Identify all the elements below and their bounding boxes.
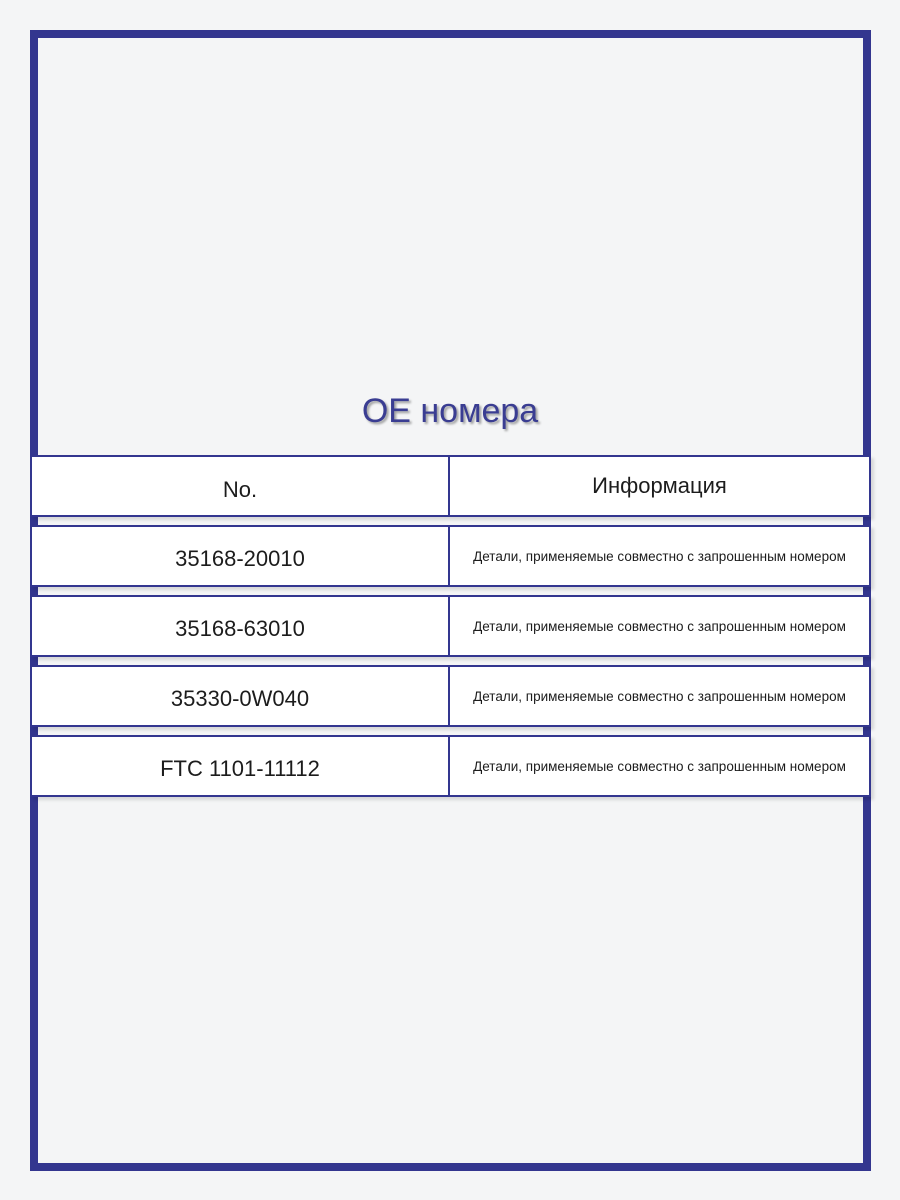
oe-numbers-table xyxy=(30,455,871,797)
info-cell: Детали, применяемые совместно с запрошенным номером xyxy=(473,618,846,634)
table-row xyxy=(30,735,871,797)
oe-number-cell: 35330-0W040 xyxy=(32,667,450,725)
table-row xyxy=(30,665,871,727)
table-row xyxy=(30,595,871,657)
page-title: OE номера xyxy=(361,392,539,430)
oe-number-cell: 35168-63010 xyxy=(32,597,450,655)
info-cell: Детали, применяемые совместно с запрошенным номером xyxy=(473,688,846,704)
oe-number-cell: 35168-20010 xyxy=(32,527,450,585)
header-no: No. xyxy=(32,457,450,515)
header-info: Информация xyxy=(592,473,727,498)
table-row xyxy=(30,525,871,587)
oe-number-cell: FTC 1101-11112 xyxy=(32,737,450,795)
table-header-row xyxy=(30,455,871,517)
info-cell: Детали, применяемые совместно с запрошенным номером xyxy=(473,758,846,774)
info-cell: Детали, применяемые совместно с запрошенным номером xyxy=(473,548,846,564)
